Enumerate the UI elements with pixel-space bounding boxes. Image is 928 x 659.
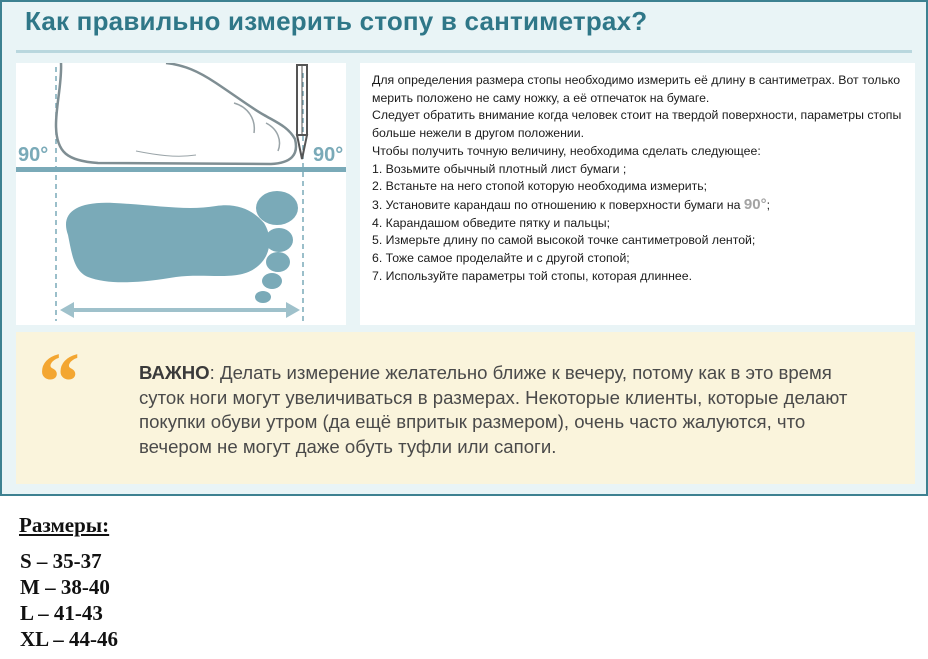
size-item: M – 38-40 bbox=[20, 575, 110, 599]
footprint-shape bbox=[66, 191, 298, 303]
intro-paragraph-2: Следует обратить внимание когда человек стоит на твердой поверхности, параметры стопы больше нежели в другом положении. bbox=[372, 108, 902, 141]
page-title: Как правильно измерить стопу в сантиметрах? bbox=[25, 6, 648, 36]
size-item: S – 35-37 bbox=[20, 549, 102, 573]
angle-left-label: 90° bbox=[18, 144, 49, 166]
sizes-list bbox=[20, 548, 118, 652]
quote-icon: “ bbox=[38, 336, 80, 429]
step-item: 6. Тоже самое проделайте и с другой стопой; bbox=[372, 251, 630, 266]
intro-paragraph-1: Для определения размера стопы необходимо измерить её длину в сантиметрах. Вот только мерить положено не саму ножку, а её отпечаток на бумаге. bbox=[372, 73, 901, 105]
step-item: 1. Возьмите обычный плотный лист бумаги ; bbox=[372, 161, 627, 176]
sizes-heading: Размеры: bbox=[19, 513, 110, 537]
length-arrow bbox=[60, 302, 300, 318]
step-item: 4. Карандашом обведите пятку и пальцы; bbox=[372, 215, 611, 230]
step-item: 7. Используйте параметры той стопы, которая длиннее. bbox=[372, 268, 693, 283]
important-note bbox=[16, 332, 915, 484]
foot-diagram bbox=[16, 63, 346, 325]
angle-right-label: 90° bbox=[313, 144, 344, 166]
instructions-box bbox=[360, 63, 915, 325]
pencil-icon bbox=[297, 65, 307, 159]
size-item: XL – 44-46 bbox=[20, 627, 119, 651]
step-3-angle: 90° bbox=[743, 195, 767, 213]
title-divider bbox=[16, 50, 912, 53]
foot-measure-illustration bbox=[16, 63, 346, 325]
floor-line bbox=[16, 167, 346, 172]
important-text bbox=[139, 361, 859, 459]
important-label: ВАЖНО bbox=[139, 362, 210, 383]
step-item bbox=[372, 196, 905, 215]
important-body: : Делать измерение желательно ближе к вечеру, потому как в это время суток ноги могут увеличиваться в размерах. Некоторые клиенты, которые делают покупки обуви утром (да ещё впритык размером), очень часто жалуются, что вечером не могут даже обуть туфли или сапоги. bbox=[139, 362, 848, 457]
steps-list bbox=[372, 161, 905, 286]
step-item: 5. Измерьте длину по самой высокой точке сантиметровой лентой; bbox=[372, 233, 756, 248]
intro-paragraph-3: Чтобы получить точную величину, необходима сделать следующее: bbox=[372, 143, 761, 158]
step-3-text: 3. Установите карандаш по отношению к поверхности бумаги на bbox=[372, 197, 741, 212]
step-item: 2. Встаньте на него стопой которую необходима измерить; bbox=[372, 179, 708, 194]
foot-side-outline bbox=[56, 63, 296, 164]
step-3-end: ; bbox=[766, 197, 771, 212]
size-item: L – 41-43 bbox=[20, 601, 103, 625]
